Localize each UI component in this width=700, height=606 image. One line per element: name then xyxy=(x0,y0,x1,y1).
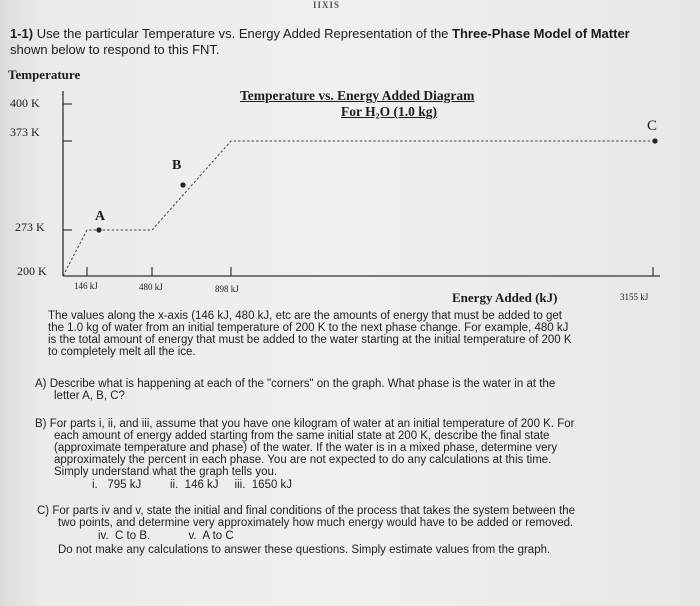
y-label-373: 373 K xyxy=(10,125,40,139)
question-c-line-1: C) For parts iv and v, state the initial and final conditions of the process that takes the system between the xyxy=(37,505,576,517)
question-b-line-2: each amount of energy added starting from the same initial state at 200 K, describe the final state xyxy=(54,430,550,442)
x-axis-title: Energy Added (kJ) xyxy=(452,290,558,305)
instruction-note: Do not make any calculations to answer these questions. Simply estimate values from the graph. xyxy=(58,544,551,556)
question-b-line-4: approximately the percent in each phase. You are not expected to do any calculations at this time. xyxy=(54,454,552,466)
question-c-parts: iv. C to B. v. A to C xyxy=(98,530,234,542)
question-c-line-2: two points, and determine very approximately how much energy would have to be added or removed. xyxy=(58,517,574,529)
intro-line-3: is the total amount of energy that must be added to the water starting at the initial temperature of 200 K xyxy=(48,334,572,346)
graph-subtitle: For H₂O (1.0 kg) xyxy=(341,104,438,119)
question-number: 1-1) xyxy=(10,26,34,41)
y-label-200: 200 K xyxy=(17,264,47,278)
intro-line-1: The values along the x-axis (146 kJ, 480 kJ, etc are the amounts of energy that must be added to get xyxy=(48,310,562,322)
question-b-line-5: Simply understand what the graph tells you. xyxy=(54,466,278,478)
point-a-label: A xyxy=(95,209,106,224)
point-a-marker xyxy=(96,227,101,232)
intro-line-2: the 1.0 kg of water from an initial temperature of 200 K to the next phase change. For example, 480 kJ xyxy=(48,322,569,334)
x-label-3155: 3155 kJ xyxy=(620,292,649,302)
y-axis-title: Temperature xyxy=(8,67,81,82)
y-label-273: 273 K xyxy=(15,220,45,234)
point-b-label: B xyxy=(172,158,182,173)
x-label-898: 898 kJ xyxy=(215,284,239,294)
question-text-before: Use the particular Temperature vs. Energy Added Representation of the xyxy=(36,26,453,41)
question-b-parts: i. 795 kJ ii. 146 kJ iii. 1650 kJ xyxy=(92,479,293,491)
x-label-146: 146 kJ xyxy=(74,281,98,291)
question-text-bold: Three-Phase Model of Matter xyxy=(452,26,630,41)
x-label-480: 480 kJ xyxy=(139,282,163,292)
question-a-line-2: letter A, B, C? xyxy=(54,390,125,402)
phase-graph xyxy=(0,0,700,300)
question-b-line-3: (approximate temperature and phase) of the water. If the water is in a mixed phase, determine very xyxy=(54,442,558,454)
y-label-400: 400 K xyxy=(10,96,40,110)
question-a-line-1: A) Describe what is happening at each of the "corners" on the graph. What phase is the water in at the xyxy=(35,378,556,390)
question-b-line-1: B) For parts i, ii, and iii, assume that you have one kilogram of water at an initial temperature of 200 K. For xyxy=(35,418,575,430)
header-mark: IIXIS xyxy=(313,0,341,10)
intro-line-4: to completely melt all the ice. xyxy=(48,346,196,358)
heating-curve xyxy=(63,141,653,276)
point-b-marker xyxy=(180,182,185,187)
point-c-marker xyxy=(652,138,657,143)
point-c-label: C xyxy=(647,118,658,134)
question-text-after: shown below to respond to this FNT. xyxy=(10,42,220,57)
graph-title: Temperature vs. Energy Added Diagram xyxy=(240,88,475,103)
